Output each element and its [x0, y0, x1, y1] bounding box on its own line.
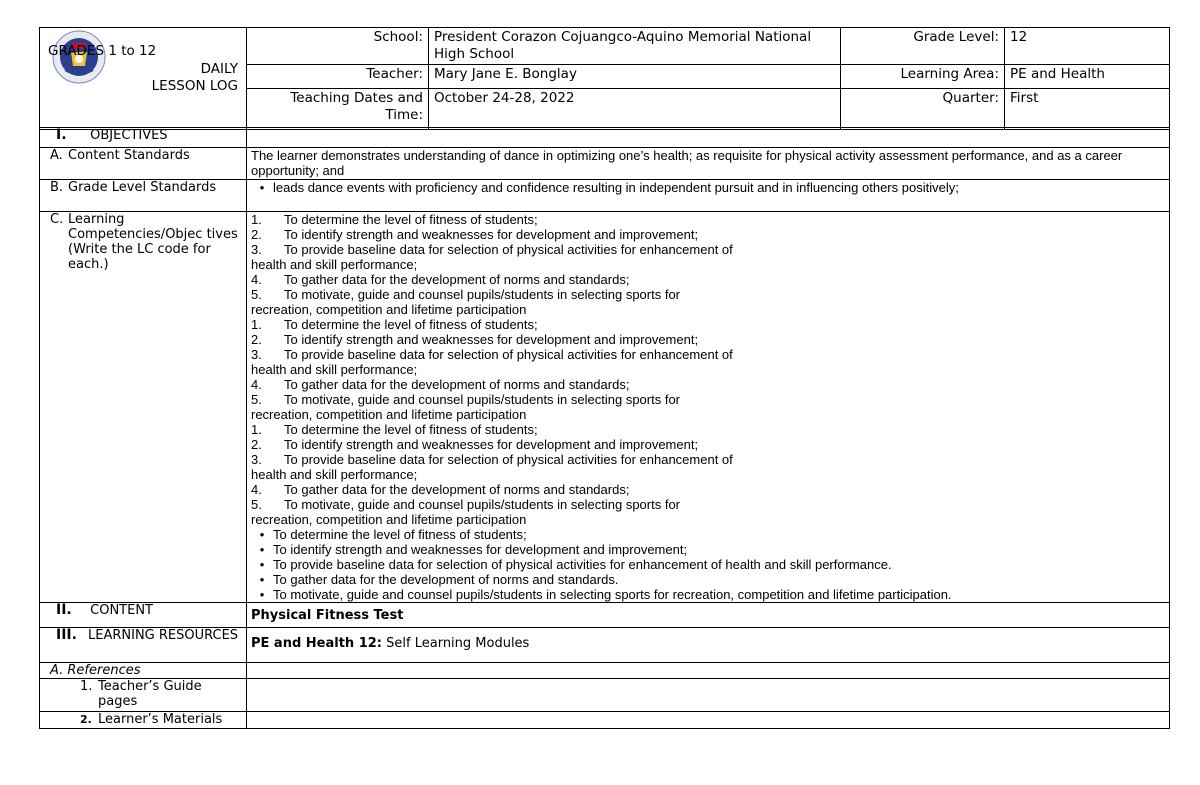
- competency-bullet-item: [251, 557, 1165, 572]
- content-label: CONTENT: [90, 603, 153, 618]
- resources-value-rest: Self Learning Modules: [382, 636, 530, 651]
- competency-bullet-item: [251, 572, 1165, 587]
- competencies-label: Learning Competencies/Objec tives (Write the LC code for each.): [68, 212, 238, 272]
- competency-text: To provide baseline data for selection of physical activities for enhancement of: [284, 452, 733, 467]
- competency-line: [251, 212, 1165, 227]
- competency-text: To motivate, guide and counsel pupils/students in selecting sports for: [284, 287, 681, 302]
- competency-bullet-item: [251, 587, 1165, 602]
- competency-bullet-text: To provide baseline data for selection of physical activities for enhancement of health and skill performance.: [273, 557, 892, 572]
- competencies-row: [40, 212, 1170, 603]
- competency-text: To gather data for the development of norms and standards;: [284, 272, 630, 287]
- competency-line: [251, 272, 1165, 287]
- grade-level-label: Grade Level:: [841, 28, 1005, 65]
- competency-bullet-text: To determine the level of fitness of students;: [273, 527, 527, 542]
- competency-number: 2.: [251, 227, 262, 242]
- lesson-log-table: [39, 127, 1170, 729]
- competency-line: [251, 377, 1165, 392]
- quarter-label: Quarter:: [841, 89, 1005, 130]
- competency-text: health and skill performance;: [251, 362, 418, 377]
- competency-text: recreation, competition and lifetime participation: [251, 302, 527, 317]
- grades-label: GRADES 1 to 12: [48, 43, 157, 59]
- competency-line: [251, 422, 1165, 437]
- competency-text: To identify strength and weaknesses for development and improvement;: [284, 437, 699, 452]
- daily-label: DAILY: [200, 61, 238, 77]
- competency-line: [251, 227, 1165, 242]
- competency-text: health and skill performance;: [251, 257, 418, 272]
- header-logo-cell: [40, 28, 247, 130]
- competency-line: [251, 362, 1165, 377]
- quarter-value: First: [1005, 89, 1170, 130]
- competency-line: [251, 347, 1165, 362]
- competency-line: [251, 482, 1165, 497]
- competency-number: 1.: [251, 317, 262, 332]
- competency-bullet-text: To identify strength and weaknesses for development and improvement;: [273, 542, 688, 557]
- content-value: Physical Fitness Test: [247, 603, 1170, 628]
- objectives-value: [247, 128, 1170, 148]
- competency-line: [251, 332, 1165, 347]
- competency-bullet-text: To gather data for the development of norms and standards.: [273, 572, 619, 587]
- objectives-label: OBJECTIVES: [90, 128, 168, 143]
- school-label: School:: [247, 28, 429, 65]
- competency-text: To provide baseline data for selection of physical activities for enhancement of: [284, 347, 733, 362]
- bullet-marker: •: [259, 527, 265, 542]
- learning-resources-row: [40, 628, 1170, 663]
- competency-number: 3.: [251, 347, 262, 362]
- header-table: [39, 27, 1170, 130]
- resources-numeral: III.: [56, 627, 77, 643]
- competency-line: [251, 257, 1165, 272]
- competency-line: [251, 287, 1165, 302]
- competency-text: To provide baseline data for selection of physical activities for enhancement of: [284, 242, 733, 257]
- grade-level-standards-label: Grade Level Standards: [68, 180, 217, 195]
- grade-level-standards-text: leads dance events with proficiency and confidence resulting in independent pursuit and in influencing others positively;: [273, 180, 959, 195]
- competency-line: [251, 437, 1165, 452]
- content-standards-label: Content Standards: [68, 148, 190, 163]
- competency-number: 2.: [251, 332, 262, 347]
- resources-value-bold: PE and Health 12:: [251, 636, 383, 651]
- grade-level-value: 12: [1005, 28, 1170, 65]
- competencies-list: [247, 212, 1170, 603]
- competency-text: To motivate, guide and counsel pupils/students in selecting sports for: [284, 497, 681, 512]
- competency-text: To motivate, guide and counsel pupils/students in selecting sports for: [284, 392, 681, 407]
- teachers-guide-value: [247, 679, 1170, 712]
- competency-number: 4.: [251, 272, 262, 287]
- competency-text: To gather data for the development of norms and standards;: [284, 377, 630, 392]
- competency-number: 5.: [251, 392, 262, 407]
- competency-text: To identify strength and weaknesses for development and improvement;: [284, 332, 699, 347]
- teachers-guide-row: [40, 679, 1170, 712]
- competency-line: [251, 392, 1165, 407]
- competency-number: 4.: [251, 377, 262, 392]
- competency-line: [251, 497, 1165, 512]
- competency-line: [251, 302, 1165, 317]
- objectives-row: [40, 128, 1170, 148]
- grade-level-standards-row: [40, 180, 1170, 212]
- competency-number: 5.: [251, 287, 262, 302]
- competency-text: recreation, competition and lifetime participation: [251, 407, 527, 422]
- learners-materials-label: Learner’s Materials: [98, 712, 223, 727]
- competency-line: [251, 407, 1165, 422]
- learning-area-label: Learning Area:: [841, 65, 1005, 89]
- bullet-marker: •: [259, 587, 265, 602]
- competency-line: [251, 452, 1165, 467]
- bullet-marker: •: [259, 572, 265, 587]
- competency-bullet-item: [251, 542, 1165, 557]
- references-value: [247, 663, 1170, 679]
- teacher-value: Mary Jane E. Bonglay: [429, 65, 841, 89]
- school-value: President Corazon Cojuangco-Aquino Memorial National High School: [429, 28, 841, 65]
- competency-number: 3.: [251, 242, 262, 257]
- content-standards-row: [40, 148, 1170, 180]
- teachers-guide-label: Teacher’s Guide pages: [98, 679, 202, 709]
- content-row: [40, 603, 1170, 628]
- teaching-dates-label: Teaching Dates and Time:: [247, 89, 429, 130]
- learners-materials-value: [247, 712, 1170, 729]
- competency-line: [251, 512, 1165, 527]
- competency-number: 4.: [251, 482, 262, 497]
- competency-number: 2.: [251, 437, 262, 452]
- bullet-marker: •: [259, 557, 265, 572]
- bullet-marker: •: [259, 542, 265, 557]
- competency-text: To gather data for the development of norms and standards;: [284, 482, 630, 497]
- competency-number: 3.: [251, 452, 262, 467]
- resources-value: [247, 628, 1170, 663]
- learning-area-value: PE and Health: [1005, 65, 1170, 89]
- lesson-log-label: LESSON LOG: [151, 78, 238, 94]
- competencies-marker: C.: [50, 212, 64, 227]
- competency-bullet-text: To motivate, guide and counsel pupils/students in selecting sports for recreation, competition and lifetime participation.: [273, 587, 952, 602]
- grade-level-standards-marker: B.: [50, 180, 64, 195]
- learners-materials-row: [40, 712, 1170, 729]
- teacher-label: Teacher:: [247, 65, 429, 89]
- competency-number: 1.: [251, 422, 262, 437]
- content-standards-text: The learner demonstrates understanding of dance in optimizing one’s health; as requisite for physical activity assessment performance, and as a career opportunity; and: [247, 148, 1170, 180]
- objectives-numeral: I.: [56, 127, 67, 143]
- grade-level-standards-bullet: •: [259, 180, 265, 195]
- daily-lesson-log-title: [152, 61, 238, 95]
- competency-text: To identify strength and weaknesses for development and improvement;: [284, 227, 699, 242]
- objectives-heading: [40, 128, 247, 148]
- competency-bullet-item: [251, 527, 1165, 542]
- references-row: [40, 663, 1170, 679]
- competency-line: [251, 467, 1165, 482]
- references-label: A. References: [40, 663, 247, 679]
- competency-number: 1.: [251, 212, 262, 227]
- competency-text: To determine the level of fitness of students;: [284, 317, 538, 332]
- competency-text: To determine the level of fitness of students;: [284, 422, 538, 437]
- competency-number: 5.: [251, 497, 262, 512]
- teaching-dates-value: October 24-28, 2022: [429, 89, 841, 130]
- teachers-guide-marker: 1.: [80, 679, 93, 694]
- resources-label: LEARNING RESOURCES: [88, 628, 239, 643]
- competency-text: health and skill performance;: [251, 467, 418, 482]
- content-numeral: II.: [56, 602, 72, 618]
- competency-text: recreation, competition and lifetime participation: [251, 512, 527, 527]
- competency-text: To determine the level of fitness of students;: [284, 212, 538, 227]
- learners-materials-marker: 2.: [80, 713, 92, 726]
- competency-line: [251, 242, 1165, 257]
- content-standards-marker: A.: [50, 148, 63, 163]
- competency-line: [251, 317, 1165, 332]
